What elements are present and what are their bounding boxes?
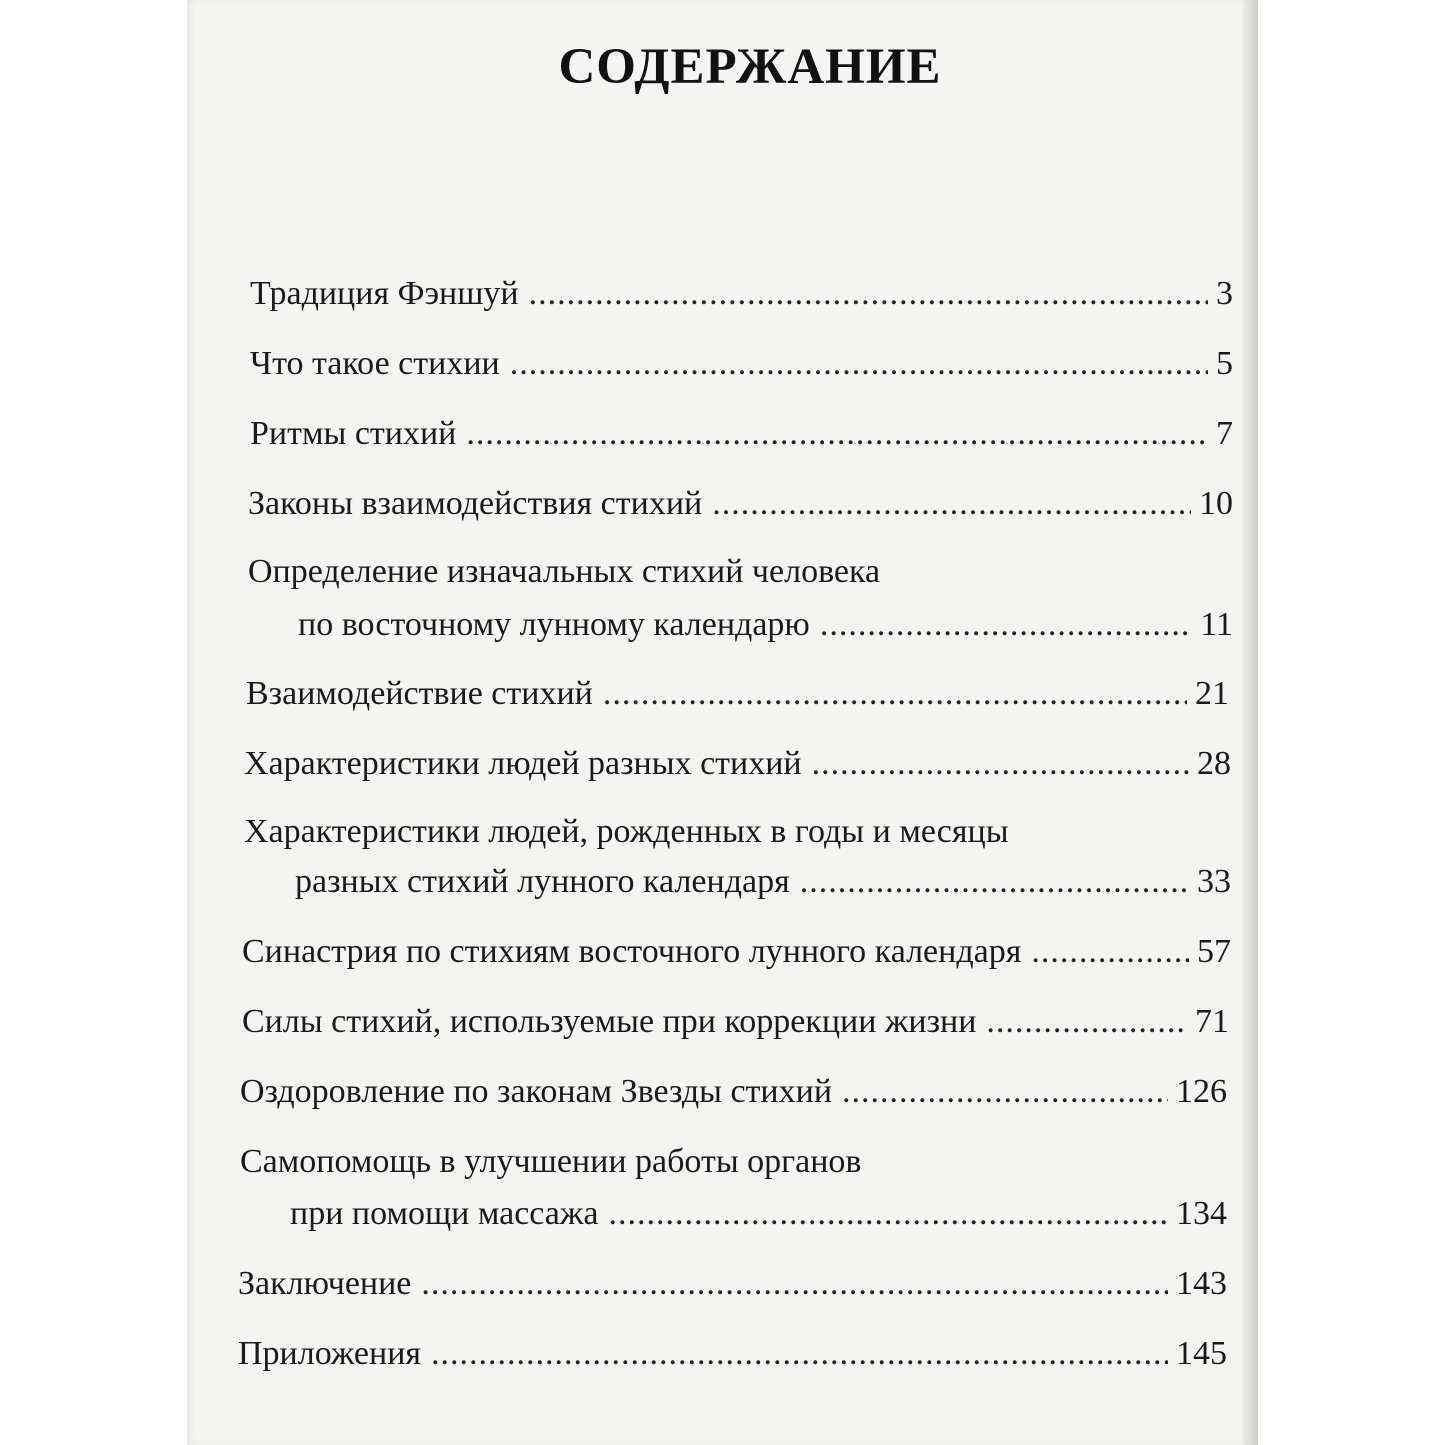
toc-entry-title: разных стихий лунного календаря xyxy=(295,863,790,900)
toc-leader-dots xyxy=(986,1000,1187,1044)
toc-entry-title: Ритмы стихий xyxy=(250,415,457,452)
toc-entry xyxy=(298,603,1233,647)
toc-entry-page: 5 xyxy=(1216,345,1233,382)
toc-leader-dots xyxy=(510,342,1208,386)
toc-entry-title: Характеристики людей разных стихий xyxy=(244,745,802,782)
toc-entry-page: 7 xyxy=(1216,415,1233,452)
toc-entry xyxy=(295,860,1231,904)
toc-entry-page: 10 xyxy=(1199,485,1233,522)
toc-entry xyxy=(250,342,1233,386)
toc-entry-title: Силы стихий, используемые при коррекции жизни xyxy=(242,1003,977,1040)
toc-entry-page: 11 xyxy=(1200,606,1233,643)
toc-entry-page: 57 xyxy=(1197,933,1231,970)
toc-entry-page: 145 xyxy=(1176,1335,1227,1372)
toc-entry xyxy=(242,1000,1229,1044)
toc-entry-page: 71 xyxy=(1195,1003,1229,1040)
toc-entry-title: Законы взаимодействия стихий xyxy=(248,485,703,522)
toc-entry-title: Приложения xyxy=(238,1335,422,1372)
toc-leader-dots xyxy=(608,1192,1168,1236)
toc-entry-title: Синастрия по стихиям восточного лунного календаря xyxy=(242,933,1022,970)
toc-leader-dots xyxy=(812,742,1189,786)
toc-entry-page: 3 xyxy=(1216,275,1233,312)
toc-leader-dots xyxy=(466,412,1208,456)
toc-entry-title: при помощи массажа xyxy=(290,1195,599,1232)
toc-leader-dots xyxy=(421,1262,1168,1306)
toc-entry xyxy=(244,742,1231,786)
toc-leader-dots xyxy=(820,603,1192,647)
toc-entry xyxy=(238,1262,1227,1306)
toc-entry-page: 28 xyxy=(1197,745,1231,782)
toc-leader-dots xyxy=(603,672,1187,716)
toc-entry-page: 33 xyxy=(1197,863,1231,900)
toc-entry xyxy=(290,1192,1227,1236)
page-title: СОДЕРЖАНИЕ xyxy=(558,39,942,95)
toc-entry xyxy=(250,272,1233,316)
toc-entry-page: 134 xyxy=(1176,1195,1227,1232)
toc-leader-dots xyxy=(1031,930,1189,974)
toc-entry-page: 21 xyxy=(1195,675,1229,712)
toc-leader-dots xyxy=(529,272,1208,316)
toc-entry-title-first-line: Характеристики людей, рожденных в годы и месяцы xyxy=(244,813,1009,850)
toc-entry-page: 126 xyxy=(1176,1073,1227,1110)
toc-leader-dots xyxy=(800,860,1189,904)
toc-entry xyxy=(240,1070,1227,1114)
toc-entry xyxy=(246,672,1229,716)
toc-leader-dots xyxy=(712,482,1191,526)
toc-entry-title: Что такое стихии xyxy=(250,345,500,382)
toc-leader-dots xyxy=(431,1332,1168,1376)
toc-leader-dots xyxy=(842,1070,1168,1114)
toc-entry-page: 143 xyxy=(1176,1265,1227,1302)
toc-entry-title: Заключение xyxy=(238,1265,412,1302)
toc-entry-title-first-line: Самопомощь в улучшении работы органов xyxy=(240,1143,862,1180)
toc-entry-title: Традиция Фэншуй xyxy=(250,275,519,312)
toc-entry xyxy=(250,412,1233,456)
toc-entry-title: по восточному лунному календарю xyxy=(298,606,810,643)
toc-entry-title: Оздоровление по законам Звезды стихий xyxy=(240,1073,833,1110)
toc-entry xyxy=(248,482,1233,526)
toc-entry-title-first-line: Определение изначальных стихий человека xyxy=(248,553,881,590)
toc-entry xyxy=(242,930,1231,974)
toc-entry xyxy=(238,1332,1227,1376)
toc-entry-title: Взаимодействие стихий xyxy=(246,675,593,712)
